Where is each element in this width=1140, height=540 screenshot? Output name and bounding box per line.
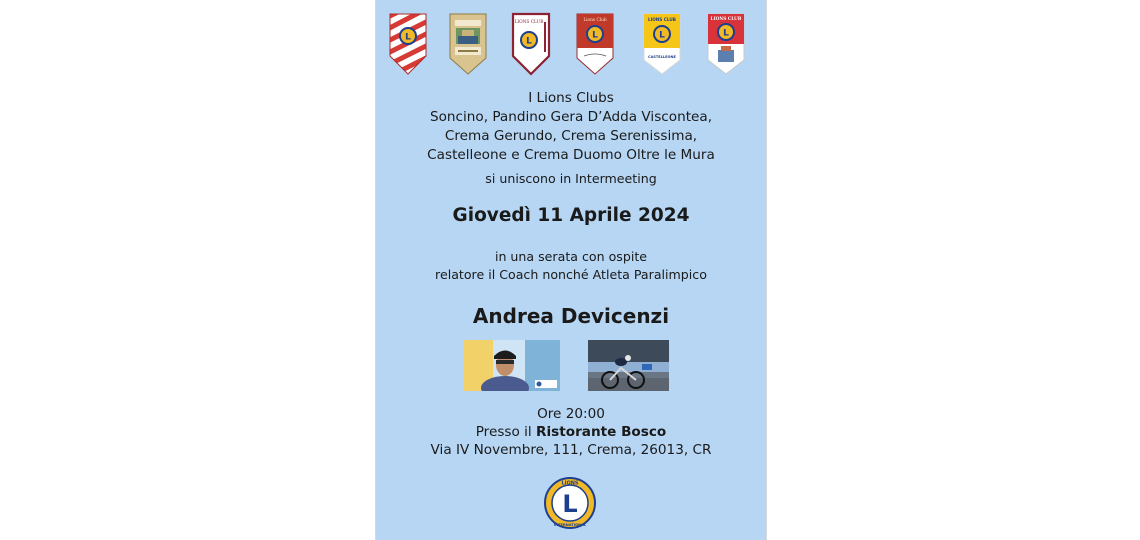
lions-pennant-crema-serenissima-icon xyxy=(575,12,615,76)
event-venue xyxy=(376,423,766,441)
svg-text:L: L xyxy=(526,36,532,47)
svg-text:CASTELLEONE: CASTELLEONE xyxy=(648,55,676,59)
cyclist-photo-icon xyxy=(588,340,669,391)
lions-pennant-crema-duomo-icon xyxy=(706,12,746,76)
svg-text:L: L xyxy=(723,28,729,39)
event-poster xyxy=(375,0,767,540)
intro-line-2: relatore il Coach nonché Atleta Paralimpico xyxy=(435,267,707,282)
organizers-line-3: Castelleone e Crema Duomo Oltre le Mura xyxy=(427,147,715,163)
intro-line-1: in una serata con ospite xyxy=(494,249,648,264)
organizers-heading: I Lions Clubs xyxy=(528,90,614,106)
svg-text:LIONS CLUB: LIONS CLUB xyxy=(514,20,544,25)
svg-text:L: L xyxy=(562,490,578,518)
lions-pennant-pandino-icon xyxy=(448,12,488,76)
intermeeting-text: si uniscono in Intermeeting xyxy=(485,171,657,186)
svg-text:L: L xyxy=(659,30,665,41)
lions-international-logo-icon xyxy=(543,476,597,530)
lions-pennant-crema-gerundo-icon xyxy=(511,12,551,76)
svg-text:Lions Club: Lions Club xyxy=(583,18,607,23)
svg-text:LIONS: LIONS xyxy=(561,480,579,487)
guest-name: Andrea Devicenzi xyxy=(472,304,670,328)
event-time: Ore 20:00 xyxy=(537,406,605,422)
svg-text:INTERNATIONAL: INTERNATIONAL xyxy=(553,523,587,527)
club-pennants-row xyxy=(376,12,766,78)
lions-pennant-castelleone-icon xyxy=(642,12,682,76)
event-date: Giovedì 11 Aprile 2024 xyxy=(452,205,690,226)
svg-text:L: L xyxy=(592,30,598,41)
svg-text:LIONS CLUB: LIONS CLUB xyxy=(648,17,676,22)
organizers-line-2: Crema Gerundo, Crema Serenissima, xyxy=(444,128,698,144)
event-address: Via IV Novembre, 111, Crema, 26013, CR xyxy=(430,442,712,458)
svg-text:LIONS CLUB: LIONS CLUB xyxy=(710,17,742,22)
organizers-line-1: Soncino, Pandino Gera D’Adda Viscontea, xyxy=(429,109,713,125)
venue-prefix: Presso il xyxy=(475,424,537,440)
lions-pennant-soncino-icon xyxy=(388,12,428,76)
venue-name: Ristorante Bosco xyxy=(536,424,667,440)
portrait-photo-icon xyxy=(463,340,560,391)
svg-text:L: L xyxy=(405,32,411,43)
